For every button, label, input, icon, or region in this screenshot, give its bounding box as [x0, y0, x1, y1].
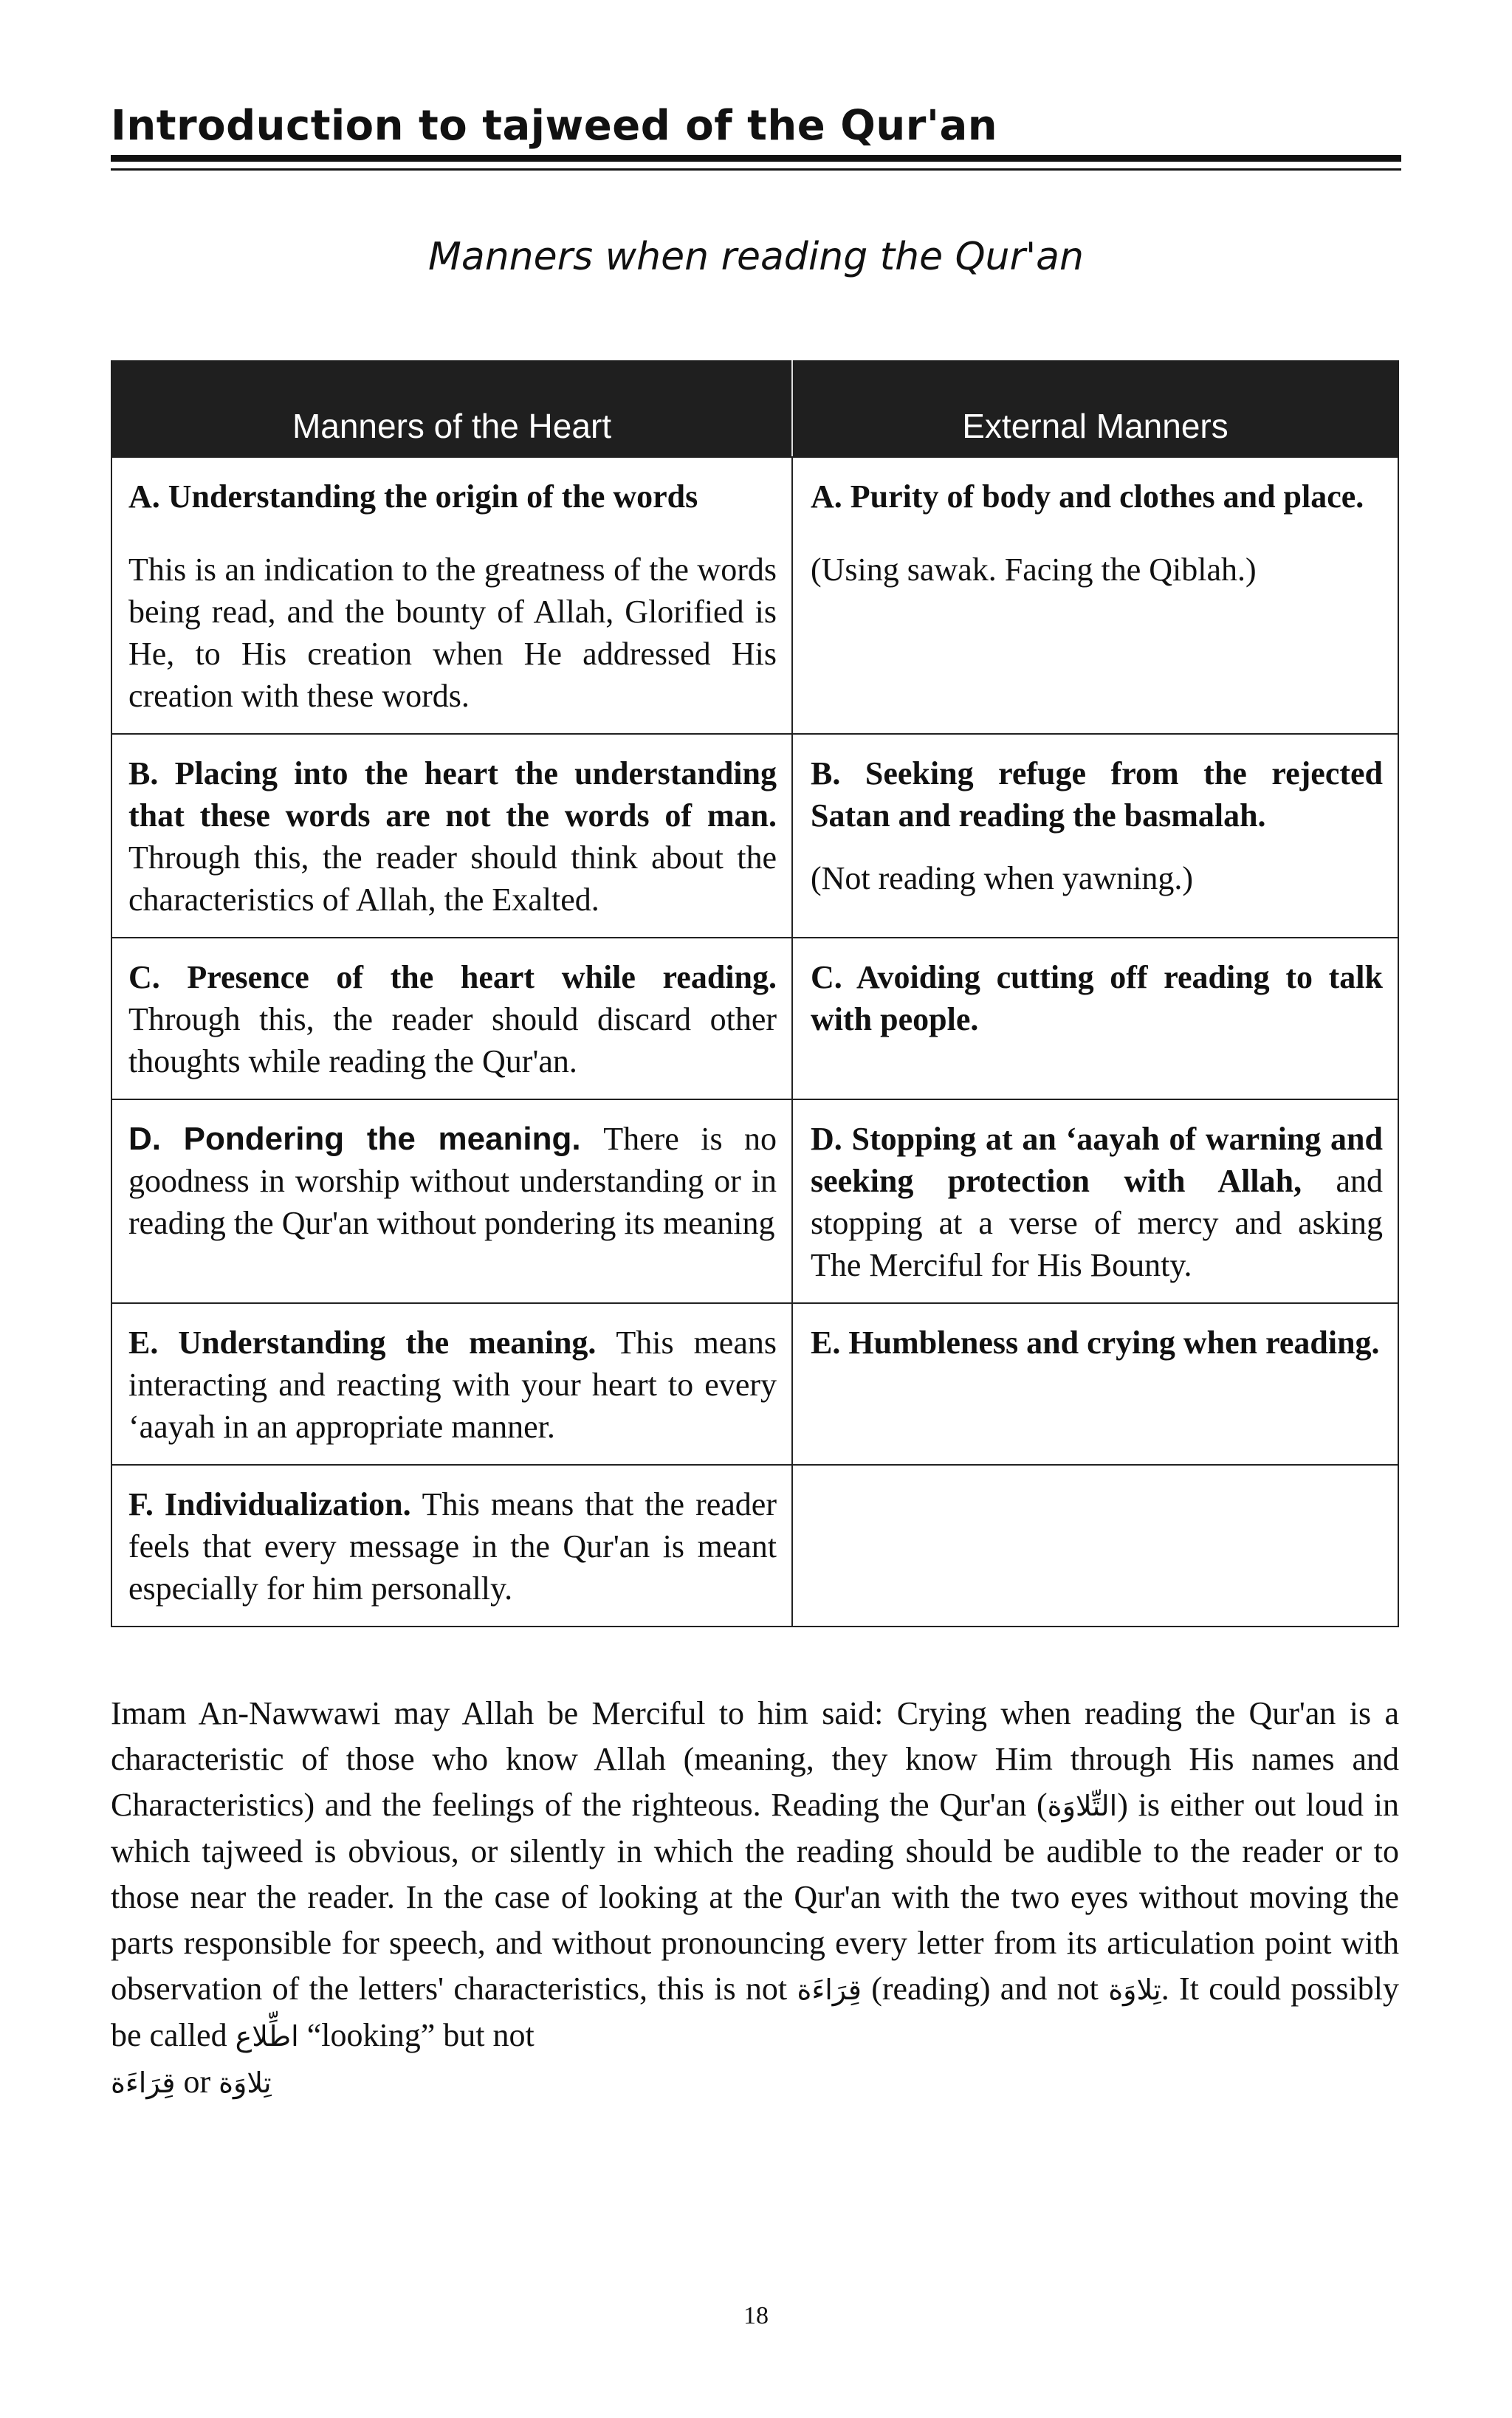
running-header: Introduction to tajweed of the Qur'an: [111, 102, 998, 150]
arabic-ittila: اطِّلاع: [235, 2020, 299, 2053]
para-text-4: . It could possibly be called: [111, 1971, 1400, 2053]
section-title: Manners when reading the Qur'an: [427, 235, 1085, 279]
header-external-manners: External Manners: [792, 361, 1398, 457]
heart-cell-f: [111, 1465, 792, 1627]
heart-cell-b: [111, 734, 792, 938]
external-title-a: A. Purity of body and clothes and place.: [811, 478, 1364, 515]
table-header-row: [111, 361, 1398, 457]
table-row: [111, 734, 1398, 938]
external-cell-b: [792, 734, 1398, 938]
body-paragraph: [111, 1691, 1399, 2106]
external-cell-c: [792, 938, 1398, 1099]
arabic-tilawah-1: التِّلاوَة: [1047, 1790, 1118, 1822]
para-text-1: Imam An-Nawwawi may Allah be Merciful to him said: Crying when reading the Qur'an is a characteristic of those who know Allah (meaning, they know Him through His names and Characteristics) and the feelings of the righteous. Reading the Qur'an (: [111, 1695, 1399, 1823]
heart-text-c: Through this, the reader should discard other thoughts while reading the Qur'an.: [128, 1001, 777, 1079]
table-row: [111, 1465, 1398, 1627]
heart-text-f: This means that the reader feels that every message in the Qur'an is meant especially for him personally.: [128, 1486, 777, 1607]
heart-title-c: C. Presence of the heart while reading.: [128, 959, 777, 995]
header-rule-thick: [111, 155, 1401, 162]
heart-title-a: A. Understanding the origin of the words: [128, 478, 698, 515]
heart-cell-d: [111, 1099, 792, 1303]
heart-title-f: F. Individualization.: [128, 1486, 422, 1522]
arabic-tilawah-2: تِلاوَة: [1108, 1974, 1161, 2006]
external-title-b: B. Seeking refuge from the rejected Satan and reading the basmalah.: [811, 755, 1383, 834]
external-text-a: (Using sawak. Facing the Qiblah.): [811, 552, 1257, 588]
page-number: 18: [743, 2302, 769, 2329]
table-row: [111, 1099, 1398, 1303]
table-row: [111, 1303, 1398, 1465]
external-text-d: and stopping at a verse of mercy and asking The Merciful for His Bounty.: [811, 1163, 1383, 1283]
external-cell-f: [792, 1465, 1398, 1627]
external-text-b: (Not reading when yawning.): [811, 860, 1194, 896]
heart-text-b: Through this, the reader should think about the characteristics of Allah, the Exalted.: [128, 839, 777, 918]
para-text-3: (reading) and not: [861, 1971, 1109, 2007]
external-cell-a: [792, 457, 1398, 734]
heart-cell-a: [111, 457, 792, 734]
table-row: [111, 938, 1398, 1099]
arabic-qiraah-1: قِرَاءَة: [797, 1974, 862, 2006]
arabic-qiraah-2: قِرَاءَة: [111, 2067, 176, 2099]
external-title-c: C. Avoiding cutting off reading to talk with people.: [811, 959, 1383, 1037]
para-text-2: ) is either out loud in which tajweed is obvious, or silently in which the reading should be audible to the reader or to those near the reader. In the case of looking at the Qur'an with the two eyes without moving the parts responsible for speech, and without pronouncing every letter from its articulation point with observation of the letters' characteristics, this is not: [111, 1787, 1399, 2007]
external-cell-e: [792, 1303, 1398, 1465]
para-text-6: or: [175, 2064, 219, 2100]
table-row: [111, 457, 1398, 734]
header-rule-thin: [111, 168, 1401, 171]
header-manners-of-heart: Manners of the Heart: [111, 361, 792, 457]
arabic-tilawah-3: تِلاوَة: [219, 2067, 272, 2099]
heart-title-b: B. Placing into the heart the understanding that these words are not the words of man.: [128, 755, 777, 834]
heart-text-a: This is an indication to the greatness of the words being read, and the bounty of Allah, Glorified is He, to His creation when He addressed His creation with these words.: [128, 552, 777, 714]
external-title-e: E. Humbleness and crying when reading.: [811, 1325, 1380, 1361]
heart-title-d: D. Pondering the meaning.: [128, 1121, 604, 1157]
external-cell-d: [792, 1099, 1398, 1303]
external-title-d: D. Stopping at an ‘aayah of warning and seeking protection with Allah,: [811, 1121, 1383, 1199]
manners-table: [111, 360, 1399, 1627]
heart-cell-e: [111, 1303, 792, 1465]
heart-text-d: There is no goodness in worship without understanding or in reading the Qur'an without pondering its meaning: [128, 1121, 777, 1241]
heart-cell-c: [111, 938, 792, 1099]
heart-title-e: E. Understanding the meaning.: [128, 1325, 616, 1361]
heart-text-e: This means interacting and reacting with your heart to every ‘aayah in an appropriate manner.: [128, 1325, 777, 1445]
para-text-5: “looking” but not: [298, 2017, 535, 2053]
